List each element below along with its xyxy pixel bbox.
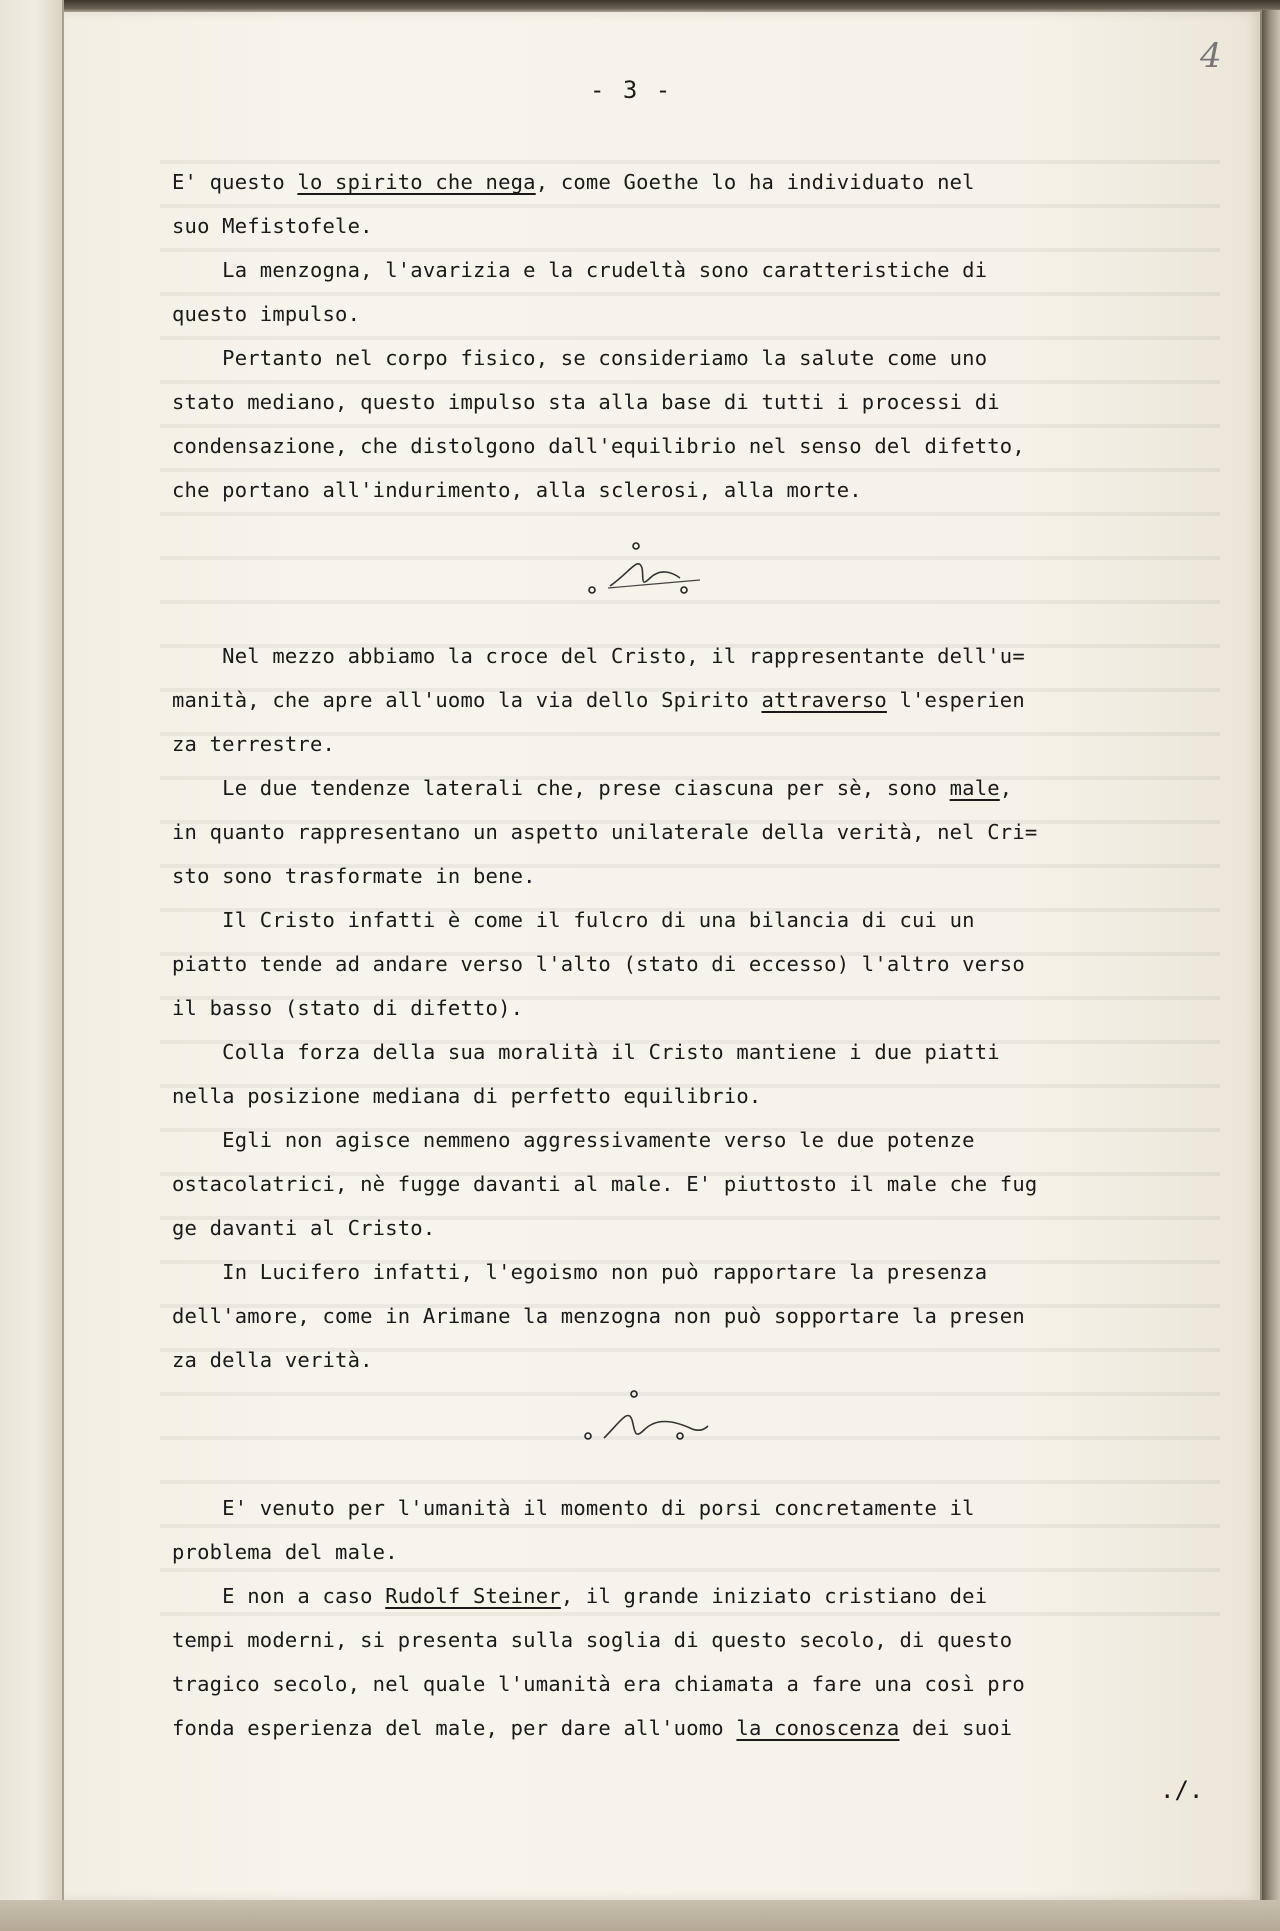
line-text: tragico secolo, nel quale l'umanità era chiamata a fare una così pro [172, 1672, 1025, 1696]
line-text: ostacolatrici, nè fugge davanti al male. E' piuttosto il male che fug [172, 1172, 1038, 1196]
line-text-tail: , [999, 776, 1013, 800]
text-line [172, 1618, 1232, 1662]
line-text: nella posizione mediana di perfetto equilibrio. [172, 1084, 762, 1108]
text-line [172, 1074, 1232, 1118]
separator-ornament-2 [580, 1386, 730, 1456]
ornament-dot [681, 587, 687, 593]
line-text: sto sono trasformate in bene. [172, 864, 536, 888]
text-line [172, 810, 1232, 854]
line-text-tail: l'esperien [886, 688, 1025, 712]
ornament-dot [585, 1433, 591, 1439]
line-text: dell'amore, come in Arimane la menzogna non può sopportare la presen [172, 1304, 1025, 1328]
line-text: ge davanti al Cristo. [172, 1216, 436, 1240]
underlined-phrase: male [949, 776, 1000, 800]
line-text: tempi moderni, si presenta sulla soglia di questo secolo, di questo [172, 1628, 1013, 1652]
text-line [172, 204, 1232, 248]
text-line [172, 292, 1232, 336]
text-line [172, 898, 1232, 942]
text-line [172, 1030, 1232, 1074]
ornament-dot [677, 1433, 683, 1439]
text-line [172, 1662, 1232, 1706]
underlined-phrase: lo spirito che nega [297, 170, 536, 194]
underlined-phrase: la conoscenza [736, 1716, 900, 1740]
line-text: che portano all'indurimento, alla sclerosi, alla morte. [172, 478, 862, 502]
line-text-tail: dei suoi [899, 1716, 1013, 1740]
line-text: piatto tende ad andare verso l'alto (stato di eccesso) l'altro verso [172, 952, 1025, 976]
line-text: In Lucifero infatti, l'egoismo non può rapportare la presenza [172, 1260, 988, 1284]
page-edge-shadow [1262, 10, 1280, 1900]
text-line [172, 336, 1232, 380]
text-line [172, 468, 1232, 512]
paper-bottom-edge [0, 1900, 1280, 1931]
line-text: fonda esperienza del male, per dare all'uomo [172, 1716, 737, 1740]
line-text: Il Cristo infatti è come il fulcro di una bilancia di cui un [172, 908, 975, 932]
continuation-mark: ./. [1160, 1776, 1204, 1804]
line-text: Colla forza della sua moralità il Cristo mantiene i due piatti [172, 1040, 1000, 1064]
text-line [172, 1206, 1232, 1250]
text-line [172, 424, 1232, 468]
line-text: za della verità. [172, 1348, 373, 1372]
ornament-dot [631, 1391, 637, 1397]
line-text: questo impulso. [172, 302, 361, 326]
text-line [172, 380, 1232, 424]
underlined-phrase: Rudolf Steiner [385, 1584, 561, 1608]
text-line [172, 1162, 1232, 1206]
text-line [172, 160, 1232, 204]
line-text: Pertanto nel corpo fisico, se consideriamo la salute come uno [172, 346, 988, 370]
binder-strip [0, 0, 64, 1931]
text-line [172, 1294, 1232, 1338]
line-text: za terrestre. [172, 732, 336, 756]
text-line [172, 854, 1232, 898]
paragraph-section-2 [172, 634, 1232, 1382]
ornament-dot [589, 587, 595, 593]
line-text: La menzogna, l'avarizia e la crudeltà sono caratteristiche di [172, 258, 988, 282]
paragraph-section-1 [172, 160, 1232, 512]
line-text: condensazione, che distolgono dall'equilibrio nel senso del difetto, [172, 434, 1025, 458]
text-line [172, 248, 1232, 292]
underlined-phrase: attraverso [761, 688, 887, 712]
text-line [172, 1574, 1232, 1618]
text-line [172, 722, 1232, 766]
page-number: - 3 - [590, 76, 673, 104]
text-line [172, 986, 1232, 1030]
line-text: manità, che apre all'uomo la via dello Spirito [172, 688, 762, 712]
separator-ornament-1 [580, 538, 730, 608]
line-text: problema del male. [172, 1540, 398, 1564]
line-text: in quanto rappresentano un aspetto unilaterale della verità, nel Cri= [172, 820, 1038, 844]
line-text: E' questo [172, 170, 298, 194]
line-text-tail: , il grande iniziato cristiano dei [560, 1584, 988, 1608]
line-text-tail: , come Goethe lo ha individuato nel [535, 170, 975, 194]
ornament-dot [633, 543, 639, 549]
ornament-flourish [604, 1415, 708, 1438]
line-text: E' venuto per l'umanità il momento di porsi concretamente il [172, 1496, 975, 1520]
line-text: Egli non agisce nemmeno aggressivamente verso le due potenze [172, 1128, 975, 1152]
text-line [172, 942, 1232, 986]
text-line [172, 634, 1232, 678]
line-text: il basso (stato di difetto). [172, 996, 524, 1020]
line-text: suo Mefistofele. [172, 214, 373, 238]
text-line [172, 1486, 1232, 1530]
text-line [172, 1118, 1232, 1162]
handwritten-folio-number: 4 [1200, 36, 1222, 76]
text-line [172, 678, 1232, 722]
text-line [172, 1338, 1232, 1382]
text-line [172, 1706, 1232, 1750]
line-text: stato mediano, questo impulso sta alla base di tutti i processi di [172, 390, 1000, 414]
paragraph-section-3 [172, 1486, 1232, 1750]
text-line [172, 1530, 1232, 1574]
line-text: Le due tendenze laterali che, prese ciascuna per sè, sono [172, 776, 950, 800]
text-line [172, 766, 1232, 810]
line-text: E non a caso [172, 1584, 386, 1608]
text-line [172, 1250, 1232, 1294]
line-text: Nel mezzo abbiamo la croce del Cristo, il rappresentante dell'u= [172, 644, 1025, 668]
